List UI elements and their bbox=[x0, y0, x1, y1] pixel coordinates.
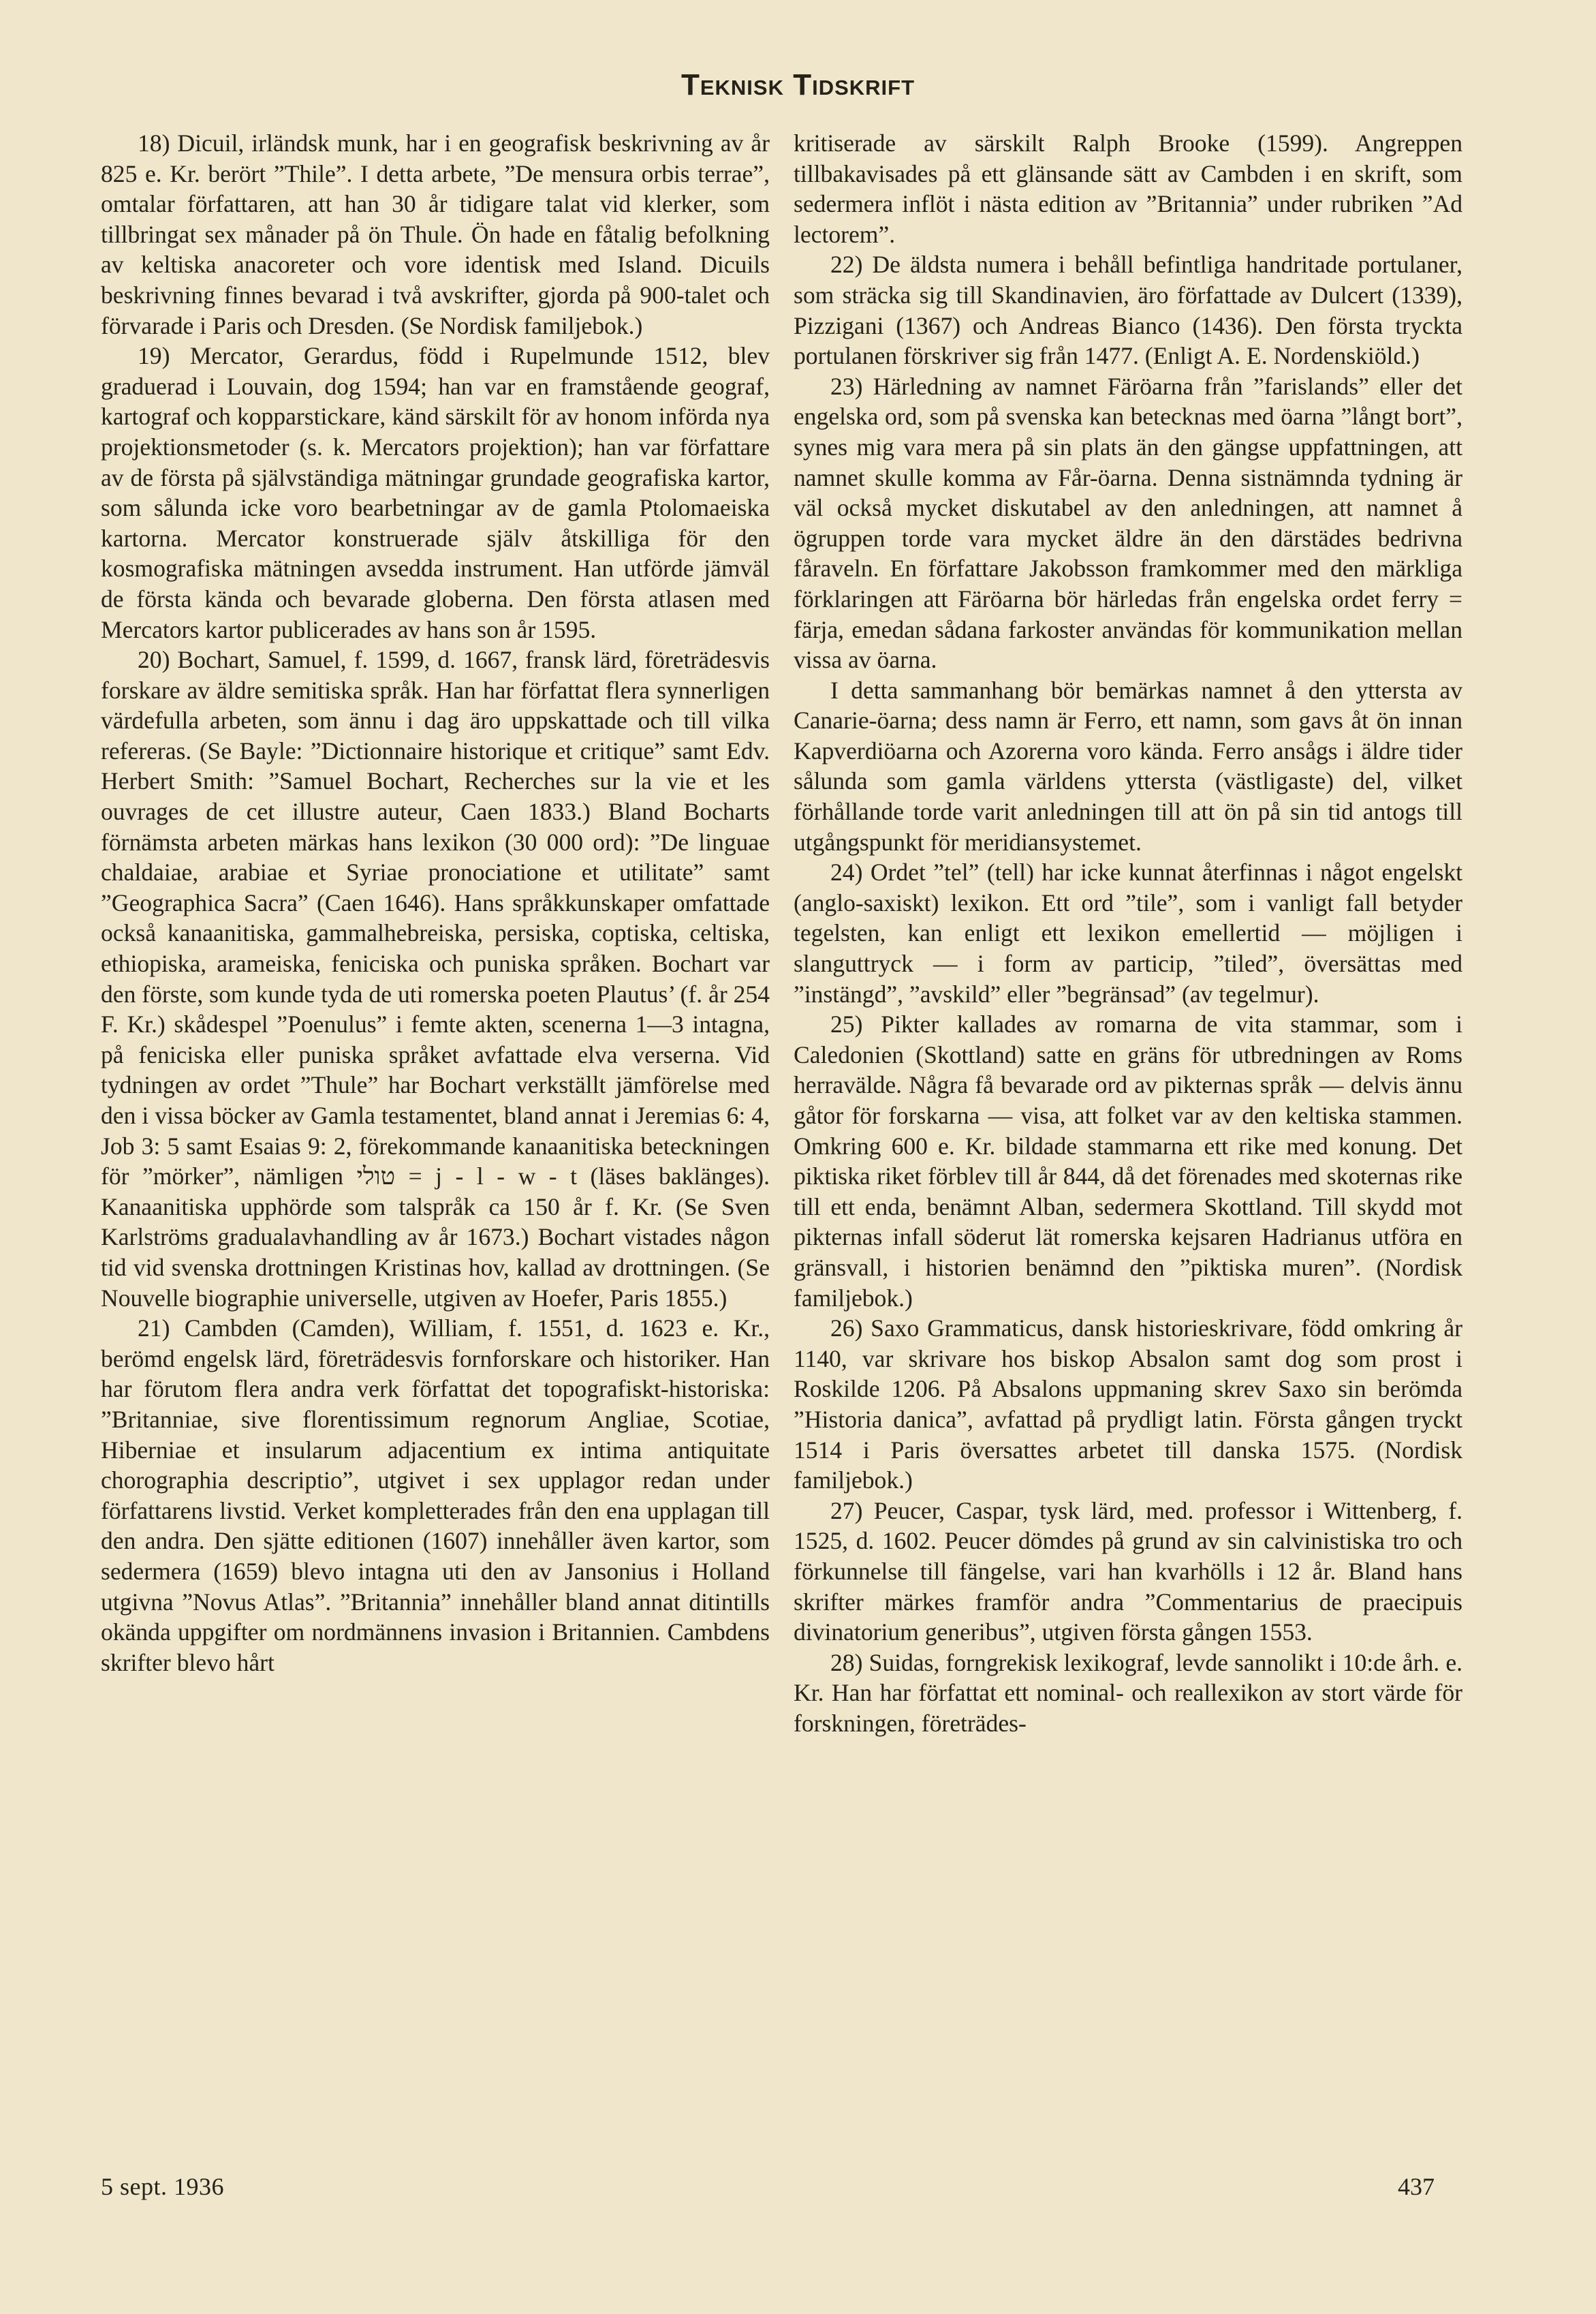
page-number: 437 bbox=[1398, 2173, 1435, 2200]
journal-header: Teknisk Tidskrift bbox=[680, 68, 916, 102]
note-25: 25) Pikter kallades av romarna de vita stammar, som i Caledonien (Skottland) satte en gräns för utbredningen av Roms herravälde. Några få bevarade ord av pikternas språk — delvis ännu gåtor för forskarna — visa, att folket var av den keltiska stammen. Omkring 600 e. Kr. bildade stammarna ett rike med konung. Det piktiska riket förblev till år 844, då det förenades med skoternas rike till ett enda, benämnt Alban, sedermera Skottland. Till skydd mot pikternas infall söderut lät romerska kejsaren Hadrianus utföra en gränsvall, i historien benämnd den ”piktiska muren”. (Nordisk familjebok.) bbox=[794, 1011, 1462, 1312]
note-22: 22) De äldsta numera i behåll befintliga handritade portulaner, som sträcka sig till Skandinavien, äro författade av Dulcert (1339), Pizzigani (1367) och Andreas Bianco (1436). Den första tryckta portulanen förskriver sig från 1477. (Enligt A. E. Nordenskiöld.) bbox=[794, 251, 1462, 370]
note-21-continued: kritiserade av särskilt Ralph Brooke (1599). Angreppen tillbakavisades på ett glänsande sätt av Cambden i en skrift, som sedermera inflöt i nästa edition av ”Britannia” under rubriken ”Ad lectorem”. bbox=[794, 129, 1462, 248]
note-21: 21) Cambden (Camden), William, f. 1551, d. 1623 e. Kr., berömd engelsk lärd, företrädesvis fornforskare och historiker. Han har förutom flera andra verk författat det topografiskt-historiska: ”Britanniae, sive florentissimum regnorum Angliae, Scotiae, Hiberniae et insularum adjacentium ex intima antiquitate chorographia descriptio”, utgivet i sex upplagor redan under författarens livstid. Verket kompletterades från den ena upplagan till den andra. Den sjätte editionen (1607) innehåller även kartor, som sedermera (1659) blevo intagna uti den av Jansonius i Holland utgivna ”Novus Atlas”. ”Britannia” innehåller bland annat ditintills okända uppgifter om nordmännens invasion i Britannien. Cambdens skrifter blevo hårt bbox=[101, 1314, 770, 1676]
note-20: 20) Bochart, Samuel, f. 1599, d. 1667, fransk lärd, företrädesvis forskare av äldre semitiska språk. Han har författat flera synnerligen värdefulla arbeten, som ännu i dag äro uppskattade och till vilka refereras. (Se Bayle: ”Dictionnaire historique et critique” samt Edv. Herbert Smith: ”Samuel Bochart, Recherches sur la vie et les ouvrages de cet illustre auteur, Caen 1833.) Bland Bocharts förnämsta arbeten märkas hans lexikon (30 000 ord): ”De linguae chaldaiae, arabiae et Syriae pronociatione et utilitate” samt ”Geographica Sacra” (Caen 1646). Hans språkkunskaper omfattade också kanaanitiska, gammalhebreiska, persiska, coptiska, celtiska, ethiopiska, arameiska, feniciska och puniska språken. Bochart var den förste, som kunde tyda de uti romerska poeten Plautus’ (f. år 254 F. Kr.) skådespel ”Poenulus” i femte akten, scenerna 1—3 intagna, på feniciska eller puniska språket avfattade elva verserna. Vid tydningen av ordet ”Thule” har Bochart verkställt jämförelse med den i vissa böcker av Gamla testamentet, bland annat i Jeremias 6: 4, Job 3: 5 samt Esaias 9: 2, förekommande kanaanitiska beteckningen för ”mörker”, nämligen טולי = j - l - w - t (läses baklänges). Kanaanitiska upphörde som talspråk ca 150 år f. Kr. (Se Sven Karlströms gradualavhandling av år 1673.) Bochart vistades någon tid vid svenska drottningen Kristinas hov, kallad av drottningen. (Se Nouvelle biographie universelle, utgiven av Hoefer, Paris 1855.) bbox=[101, 646, 770, 1312]
issue-date: 5 sept. 1936 bbox=[101, 2173, 224, 2200]
note-24: 24) Ordet ”tel” (tell) har icke kunnat återfinnas i något engelskt (anglo-saxiskt) lexikon. Ett ord ”tile”, som i vanligt fall betyder tegelsten, kan enligt ett lexikon emellertid — möjligen i slanguttryck — i form av particip, ”tiled”, översättas med ”instängd”, ”avskild” eller ”begränsad” (av tegelmur). bbox=[794, 859, 1462, 1008]
note-23: 23) Härledning av namnet Färöarna från ”farislands” eller det engelska ord, som på svenska kan betecknas med öarna ”långt bort”, synes mig vara mera på sin plats än den gängse uppfattningen, att namnet skulle komma av Får-öarna. Denna sistnämnda tydning är väl också mycket diskutabel av den anledningen, att namnet å ögruppen torde vara mycket äldre än den därstädes bedrivna fåraveln. En författare Jakobsson framkommer med den märkliga förklaringen att Färöarna bör härledas från engelska ordet ferry = färja, emedan sådana farkoster användas för kommunikation mellan vissa av öarna. bbox=[794, 372, 1462, 674]
note-26: 26) Saxo Grammaticus, dansk historieskrivare, född omkring år 1140, var skrivare hos biskop Absalon samt dog som prost i Roskilde 1206. På Absalons uppmaning skrev Saxo sin berömda ”Historia danica”, avfattad på prydligt latin. Första gången tryckt 1514 i Paris översattes arbetet till danska 1575. (Nordisk familjebok.) bbox=[794, 1314, 1462, 1494]
note-19: 19) Mercator, Gerardus, född i Rupelmunde 1512, blev graduerad i Louvain, dog 1594; han var en framstående geograf, kartograf och kopparstickare, känd särskilt för av honom införda nya projektionsmetoder (s. k. Mercators projektion); han var författare av de första på självständiga mätningar grundade geografiska kartor, som sålunda icke voro bearbetningar av de gamla Ptolomaeiska kartorna. Mercator konstruerade själv åtskilliga för den kosmografiska mätningen avsedda instrument. Han utförde jämväl de första kända och bevarade globerna. Den första atlasen med Mercators kartor publicerades av hans son år 1595. bbox=[101, 342, 770, 643]
note-23-ferro: I detta sammanhang bör bemärkas namnet å den yttersta av Canarie-öarna; dess namn är Ferro, ett namn, som gavs åt ön innan Kapverdiöarna och Azorerna voro kända. Ferro ansågs i äldre tider sålunda som gamla världens yttersta (västligaste) del, vilket förhållande torde varit anledningen till att ön på sin tid antogs till utgångspunkt för meridiansystemet. bbox=[794, 676, 1462, 856]
note-27: 27) Peucer, Caspar, tysk lärd, med. professor i Wittenberg, f. 1525, d. 1602. Peucer dömdes på grund av sin calvinistiska tro och förkunnelse till fängelse, vari han kvarhölls i 12 år. Bland hans skrifter märkes framför andra ”Commentarius de praecipuis divinatorium generibus”, utgiven första gången 1553. bbox=[794, 1496, 1462, 1646]
note-18: 18) Dicuil, irländsk munk, har i en geografisk beskrivning av år 825 e. Kr. berört ”Thile”. I detta arbete, ”De mensura orbis terrae”, omtalar författaren, att han 30 år tidigare talat vid klerker, som tillbringat sex månader på ön Thule. Ön hade en fåtalig befolkning av keltiska anacoreter och vore identisk med Island. Dicuils beskrivning finnes bevarad i två avskrifter, gjorda på 900-talet och förvarade i Paris och Dresden. (Se Nordisk familjebok.) bbox=[101, 129, 770, 339]
left-column bbox=[101, 128, 770, 1678]
right-column bbox=[794, 128, 1462, 1738]
note-28: 28) Suidas, forngrekisk lexikograf, levde sannolikt i 10:de årh. e. Kr. Han har författat ett nominal- och reallexikon av stort värde för forskningen, företrädes- bbox=[794, 1648, 1462, 1737]
